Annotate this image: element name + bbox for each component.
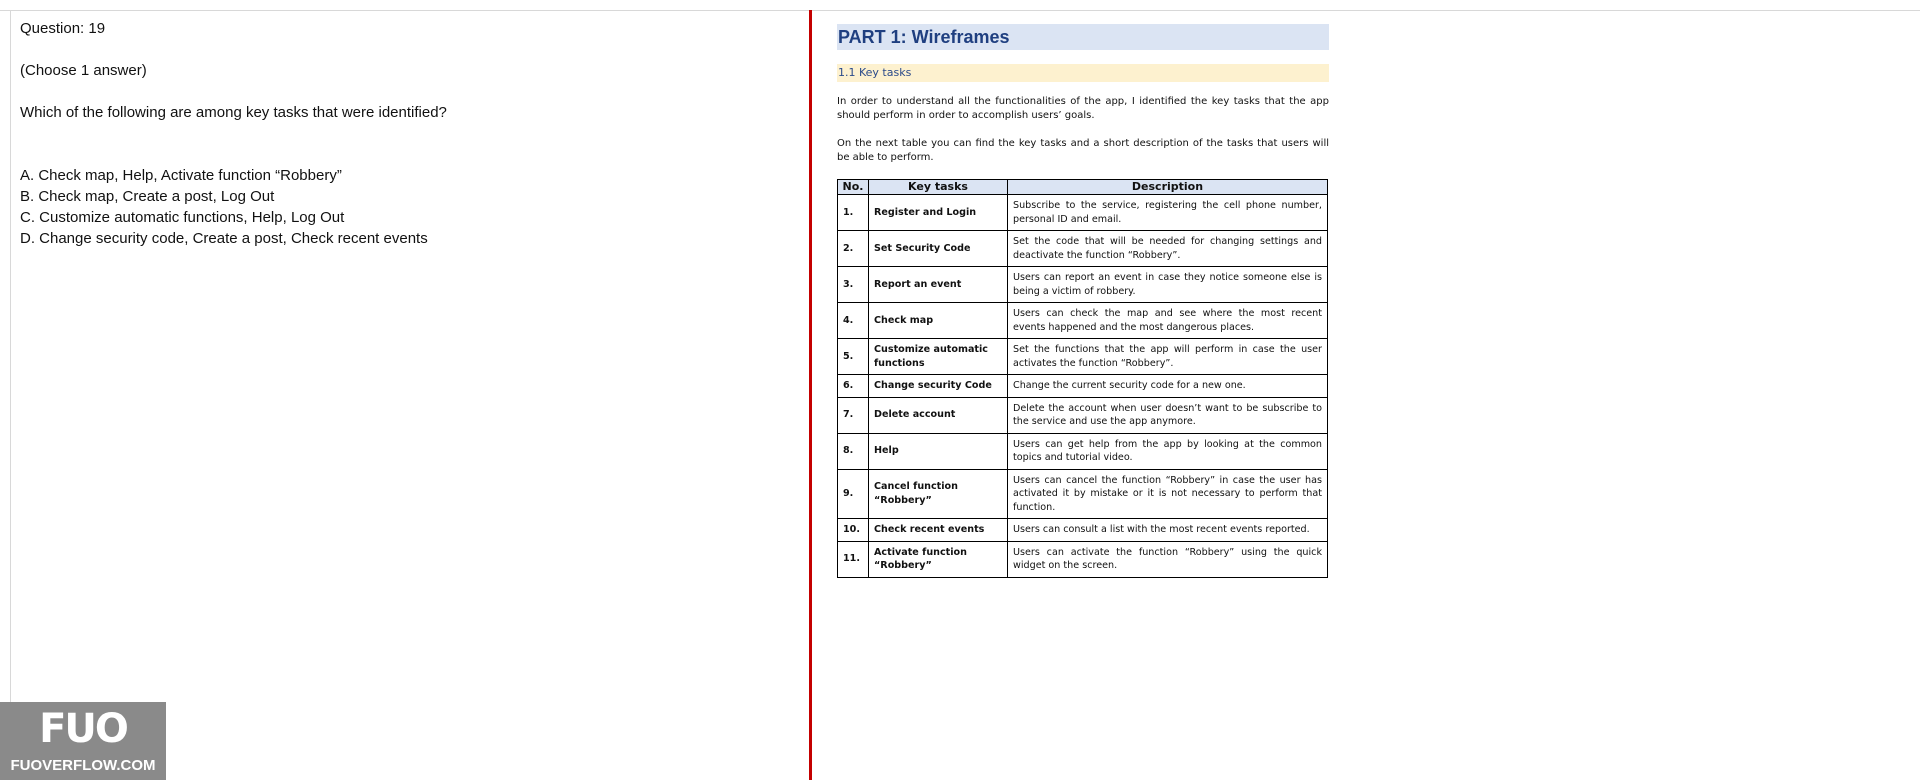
row-task: Change security Code [869, 375, 1008, 398]
row-description: Set the code that will be needed for changing settings and deactivate the function “Robbery”. [1008, 231, 1328, 267]
answer-options [20, 165, 800, 249]
question-instruction: (Choose 1 answer) [20, 62, 147, 79]
table-row [838, 375, 1328, 398]
watermark-text: FUOVERFLOW.COM [10, 757, 156, 774]
key-tasks-table [837, 179, 1328, 578]
row-task: Activate function “Robbery” [869, 541, 1008, 577]
table-row [838, 469, 1328, 519]
row-number: 4. [838, 303, 869, 339]
table-header-row [838, 180, 1328, 195]
left-border [10, 10, 11, 780]
question-text: Which of the following are among key tasks that were identified? [20, 104, 447, 121]
row-task: Help [869, 433, 1008, 469]
row-description: Change the current security code for a new one. [1008, 375, 1328, 398]
row-number: 1. [838, 195, 869, 231]
row-task: Customize automatic functions [869, 339, 1008, 375]
row-number: 6. [838, 375, 869, 398]
pane-divider [809, 10, 812, 780]
answer-option-c[interactable]: C. Customize automatic functions, Help, Log Out [20, 209, 345, 226]
row-number: 3. [838, 267, 869, 303]
table-row [838, 267, 1328, 303]
row-number: 7. [838, 397, 869, 433]
document-paragraph-1: In order to understand all the functionalities of the app, I identified the key tasks that the app should perform in order to accomplish users’ goals. [837, 96, 1329, 121]
row-number: 10. [838, 519, 869, 542]
table-row [838, 397, 1328, 433]
answer-option-a[interactable]: A. Check map, Help, Activate function “Robbery” [20, 167, 342, 184]
table-row [838, 195, 1328, 231]
row-task: Delete account [869, 397, 1008, 433]
row-task: Set Security Code [869, 231, 1008, 267]
row-number: 11. [838, 541, 869, 577]
answer-option-b[interactable]: B. Check map, Create a post, Log Out [20, 188, 275, 205]
row-description: Users can cancel the function “Robbery” in case the user has activated it by mistake or it is not necessary to perform that function. [1008, 469, 1328, 519]
row-task: Report an event [869, 267, 1008, 303]
watermark-mark: FUO [39, 706, 127, 752]
document-excerpt [837, 24, 1329, 578]
row-description: Subscribe to the service, registering the cell phone number, personal ID and email. [1008, 195, 1328, 231]
row-description: Users can get help from the app by looking at the common topics and tutorial video. [1008, 433, 1328, 469]
row-description: Users can activate the function “Robbery” using the quick widget on the screen. [1008, 541, 1328, 577]
table-row [838, 339, 1328, 375]
table-row [838, 541, 1328, 577]
question-pane [20, 18, 800, 249]
table-row [838, 303, 1328, 339]
header-description: Description [1008, 180, 1328, 195]
document-subheading: 1.1 Key tasks [837, 64, 1329, 82]
header-no: No. [838, 180, 869, 195]
header-key-tasks: Key tasks [869, 180, 1008, 195]
document-paragraph-2: On the next table you can find the key tasks and a short description of the tasks that users will be able to perform. [837, 138, 1329, 163]
row-number: 9. [838, 469, 869, 519]
document-heading: PART 1: Wireframes [837, 24, 1329, 50]
row-description: Set the functions that the app will perform in case the user activates the function “Robbery”. [1008, 339, 1328, 375]
row-number: 2. [838, 231, 869, 267]
row-description: Users can check the map and see where the most recent events happened and the most dangerous places. [1008, 303, 1328, 339]
row-description: Delete the account when user doesn’t want to be subscribe to the service and use the app anymore. [1008, 397, 1328, 433]
question-number: Question: 19 [20, 20, 106, 37]
table-row [838, 433, 1328, 469]
row-description: Users can report an event in case they notice someone else is being a victim of robbery. [1008, 267, 1328, 303]
table-row [838, 231, 1328, 267]
row-task: Register and Login [869, 195, 1008, 231]
top-border [0, 10, 1920, 11]
row-task: Check map [869, 303, 1008, 339]
row-number: 5. [838, 339, 869, 375]
table-row [838, 519, 1328, 542]
row-number: 8. [838, 433, 869, 469]
row-task: Cancel function “Robbery” [869, 469, 1008, 519]
watermark-logo [0, 702, 166, 780]
row-task: Check recent events [869, 519, 1008, 542]
answer-option-d[interactable]: D. Change security code, Create a post, Check recent events [20, 230, 428, 247]
row-description: Users can consult a list with the most recent events reported. [1008, 519, 1328, 542]
